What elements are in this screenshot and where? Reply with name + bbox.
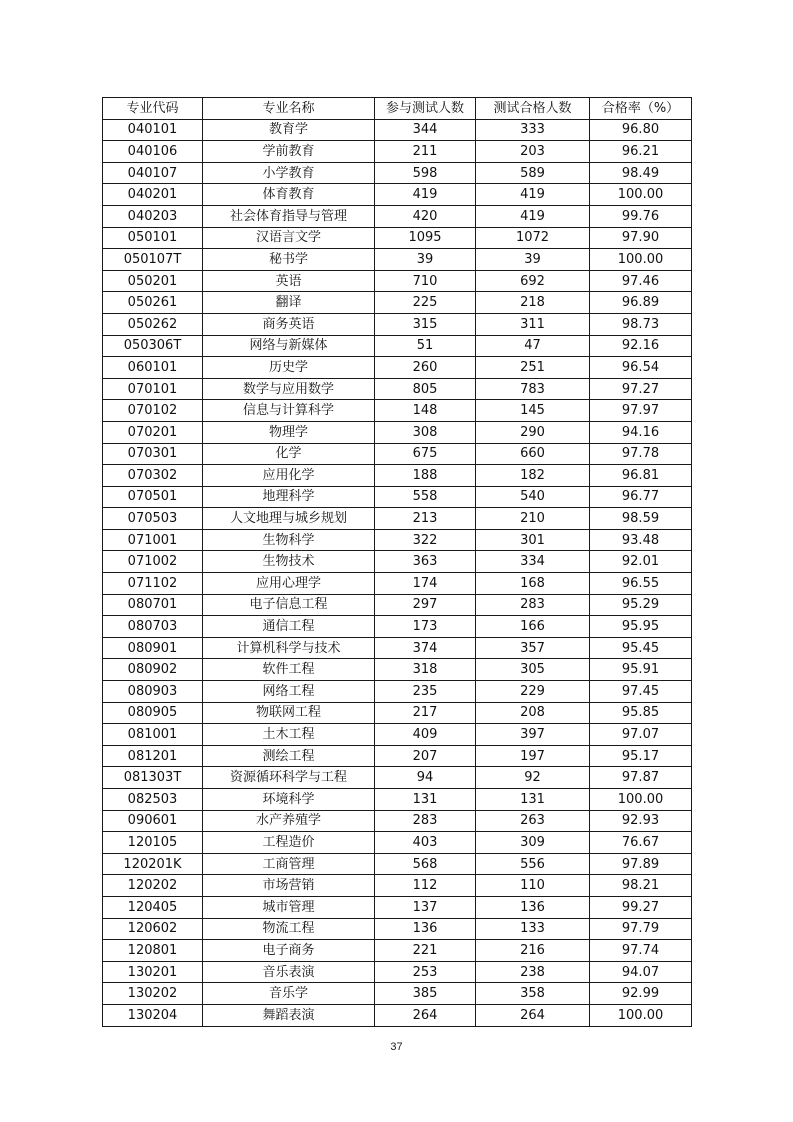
- table-body: [103, 119, 692, 1026]
- table-row: [103, 1004, 692, 1026]
- table-row: [103, 378, 692, 400]
- cell-passed-count: 92: [476, 767, 590, 789]
- cell-major-code: 120201K: [103, 853, 203, 875]
- table-row: [103, 119, 692, 141]
- cell-pass-rate: 92.01: [590, 551, 692, 573]
- header-pass-rate: 合格率（%）: [590, 98, 692, 120]
- table-row: [103, 875, 692, 897]
- cell-major-name: 物联网工程: [203, 702, 375, 724]
- cell-major-code: 050261: [103, 292, 203, 314]
- cell-pass-rate: 96.81: [590, 465, 692, 487]
- cell-pass-rate: 98.73: [590, 313, 692, 335]
- cell-major-code: 050262: [103, 313, 203, 335]
- cell-pass-rate: 95.95: [590, 616, 692, 638]
- cell-pass-rate: 92.16: [590, 335, 692, 357]
- cell-pass-rate: 97.46: [590, 270, 692, 292]
- cell-major-name: 学前教育: [203, 141, 375, 163]
- cell-tested-count: 322: [375, 529, 476, 551]
- cell-tested-count: 213: [375, 508, 476, 530]
- cell-major-name: 数学与应用数学: [203, 378, 375, 400]
- cell-major-code: 070501: [103, 486, 203, 508]
- cell-tested-count: 131: [375, 789, 476, 811]
- cell-pass-rate: 97.89: [590, 853, 692, 875]
- cell-major-name: 地理科学: [203, 486, 375, 508]
- table-row: [103, 508, 692, 530]
- table-row: [103, 940, 692, 962]
- cell-tested-count: 39: [375, 249, 476, 271]
- cell-pass-rate: 76.67: [590, 832, 692, 854]
- cell-major-code: 120602: [103, 918, 203, 940]
- cell-tested-count: 385: [375, 983, 476, 1005]
- table-row: [103, 162, 692, 184]
- table-row: [103, 745, 692, 767]
- cell-tested-count: 173: [375, 616, 476, 638]
- cell-passed-count: 47: [476, 335, 590, 357]
- cell-passed-count: 182: [476, 465, 590, 487]
- cell-pass-rate: 97.79: [590, 918, 692, 940]
- cell-passed-count: 358: [476, 983, 590, 1005]
- cell-major-code: 040107: [103, 162, 203, 184]
- cell-major-name: 社会体育指导与管理: [203, 205, 375, 227]
- cell-passed-count: 133: [476, 918, 590, 940]
- cell-tested-count: 568: [375, 853, 476, 875]
- cell-passed-count: 203: [476, 141, 590, 163]
- cell-tested-count: 363: [375, 551, 476, 573]
- cell-major-name: 物流工程: [203, 918, 375, 940]
- cell-pass-rate: 98.21: [590, 875, 692, 897]
- cell-pass-rate: 97.87: [590, 767, 692, 789]
- cell-pass-rate: 95.45: [590, 637, 692, 659]
- cell-pass-rate: 97.90: [590, 227, 692, 249]
- header-major-name: 专业名称: [203, 98, 375, 120]
- cell-tested-count: 174: [375, 573, 476, 595]
- cell-major-code: 120405: [103, 896, 203, 918]
- cell-pass-rate: 96.21: [590, 141, 692, 163]
- cell-major-code: 120202: [103, 875, 203, 897]
- cell-passed-count: 251: [476, 357, 590, 379]
- cell-tested-count: 211: [375, 141, 476, 163]
- cell-passed-count: 589: [476, 162, 590, 184]
- cell-passed-count: 210: [476, 508, 590, 530]
- cell-major-name: 秘书学: [203, 249, 375, 271]
- cell-major-name: 电子商务: [203, 940, 375, 962]
- cell-major-name: 化学: [203, 443, 375, 465]
- cell-major-code: 040203: [103, 205, 203, 227]
- cell-passed-count: 264: [476, 1004, 590, 1026]
- cell-tested-count: 235: [375, 681, 476, 703]
- cell-major-code: 071002: [103, 551, 203, 573]
- cell-major-code: 082503: [103, 789, 203, 811]
- table-row: [103, 853, 692, 875]
- cell-passed-count: 1072: [476, 227, 590, 249]
- cell-passed-count: 660: [476, 443, 590, 465]
- table-row: [103, 313, 692, 335]
- cell-major-name: 小学教育: [203, 162, 375, 184]
- cell-pass-rate: 100.00: [590, 789, 692, 811]
- table-row: [103, 767, 692, 789]
- cell-passed-count: 783: [476, 378, 590, 400]
- page-number: 37: [390, 1041, 403, 1053]
- cell-major-name: 信息与计算科学: [203, 400, 375, 422]
- table-row: [103, 702, 692, 724]
- cell-major-code: 080902: [103, 659, 203, 681]
- cell-tested-count: 112: [375, 875, 476, 897]
- table-row: [103, 443, 692, 465]
- cell-tested-count: 264: [375, 1004, 476, 1026]
- table-row: [103, 961, 692, 983]
- cell-major-name: 翻译: [203, 292, 375, 314]
- cell-tested-count: 137: [375, 896, 476, 918]
- cell-passed-count: 334: [476, 551, 590, 573]
- cell-pass-rate: 93.48: [590, 529, 692, 551]
- table-row: [103, 529, 692, 551]
- table-row: [103, 421, 692, 443]
- cell-major-code: 080905: [103, 702, 203, 724]
- cell-major-code: 040201: [103, 184, 203, 206]
- cell-major-name: 人文地理与城乡规划: [203, 508, 375, 530]
- cell-major-code: 081303T: [103, 767, 203, 789]
- cell-major-code: 120801: [103, 940, 203, 962]
- cell-major-name: 资源循环科学与工程: [203, 767, 375, 789]
- table-row: [103, 724, 692, 746]
- cell-passed-count: 263: [476, 810, 590, 832]
- cell-tested-count: 420: [375, 205, 476, 227]
- cell-major-code: 130204: [103, 1004, 203, 1026]
- cell-tested-count: 344: [375, 119, 476, 141]
- cell-passed-count: 110: [476, 875, 590, 897]
- cell-major-name: 英语: [203, 270, 375, 292]
- cell-pass-rate: 96.89: [590, 292, 692, 314]
- table-row: [103, 983, 692, 1005]
- cell-major-name: 软件工程: [203, 659, 375, 681]
- cell-tested-count: 710: [375, 270, 476, 292]
- cell-pass-rate: 95.29: [590, 594, 692, 616]
- cell-passed-count: 166: [476, 616, 590, 638]
- cell-tested-count: 225: [375, 292, 476, 314]
- table-row: [103, 810, 692, 832]
- cell-pass-rate: 97.78: [590, 443, 692, 465]
- cell-pass-rate: 97.27: [590, 378, 692, 400]
- cell-major-code: 040106: [103, 141, 203, 163]
- cell-pass-rate: 100.00: [590, 249, 692, 271]
- cell-major-code: 130201: [103, 961, 203, 983]
- table-row: [103, 637, 692, 659]
- cell-tested-count: 51: [375, 335, 476, 357]
- cell-passed-count: 333: [476, 119, 590, 141]
- cell-tested-count: 207: [375, 745, 476, 767]
- cell-major-code: 071001: [103, 529, 203, 551]
- table-row: [103, 465, 692, 487]
- table-row: [103, 486, 692, 508]
- table-row: [103, 789, 692, 811]
- cell-pass-rate: 98.49: [590, 162, 692, 184]
- cell-passed-count: 283: [476, 594, 590, 616]
- cell-major-name: 工商管理: [203, 853, 375, 875]
- cell-major-name: 通信工程: [203, 616, 375, 638]
- cell-tested-count: 136: [375, 918, 476, 940]
- cell-major-name: 汉语言文学: [203, 227, 375, 249]
- table-row: [103, 573, 692, 595]
- cell-passed-count: 309: [476, 832, 590, 854]
- cell-passed-count: 311: [476, 313, 590, 335]
- cell-passed-count: 540: [476, 486, 590, 508]
- cell-major-name: 音乐学: [203, 983, 375, 1005]
- cell-major-code: 070102: [103, 400, 203, 422]
- cell-passed-count: 556: [476, 853, 590, 875]
- cell-pass-rate: 97.97: [590, 400, 692, 422]
- cell-tested-count: 188: [375, 465, 476, 487]
- cell-passed-count: 145: [476, 400, 590, 422]
- cell-major-code: 080903: [103, 681, 203, 703]
- table-row: [103, 357, 692, 379]
- cell-major-code: 070302: [103, 465, 203, 487]
- cell-passed-count: 305: [476, 659, 590, 681]
- cell-pass-rate: 94.07: [590, 961, 692, 983]
- cell-major-name: 应用化学: [203, 465, 375, 487]
- table-row: [103, 832, 692, 854]
- cell-pass-rate: 96.77: [590, 486, 692, 508]
- cell-tested-count: 419: [375, 184, 476, 206]
- cell-major-code: 070301: [103, 443, 203, 465]
- table-row: [103, 551, 692, 573]
- cell-major-name: 生物科学: [203, 529, 375, 551]
- cell-major-name: 生物技术: [203, 551, 375, 573]
- cell-pass-rate: 99.76: [590, 205, 692, 227]
- cell-major-name: 体育教育: [203, 184, 375, 206]
- table-row: [103, 184, 692, 206]
- cell-passed-count: 216: [476, 940, 590, 962]
- cell-major-name: 教育学: [203, 119, 375, 141]
- cell-tested-count: 283: [375, 810, 476, 832]
- cell-major-code: 080703: [103, 616, 203, 638]
- cell-major-code: 080901: [103, 637, 203, 659]
- cell-pass-rate: 92.93: [590, 810, 692, 832]
- cell-major-code: 120105: [103, 832, 203, 854]
- cell-major-code: 050101: [103, 227, 203, 249]
- cell-tested-count: 217: [375, 702, 476, 724]
- cell-major-name: 城市管理: [203, 896, 375, 918]
- table-row: [103, 896, 692, 918]
- table-row: [103, 249, 692, 271]
- table-row: [103, 205, 692, 227]
- cell-pass-rate: 99.27: [590, 896, 692, 918]
- cell-major-code: 050201: [103, 270, 203, 292]
- cell-passed-count: 197: [476, 745, 590, 767]
- cell-passed-count: 208: [476, 702, 590, 724]
- cell-major-code: 050107T: [103, 249, 203, 271]
- cell-major-name: 测绘工程: [203, 745, 375, 767]
- table-row: [103, 335, 692, 357]
- cell-tested-count: 297: [375, 594, 476, 616]
- cell-major-name: 水产养殖学: [203, 810, 375, 832]
- cell-pass-rate: 92.99: [590, 983, 692, 1005]
- cell-passed-count: 39: [476, 249, 590, 271]
- cell-major-code: 080701: [103, 594, 203, 616]
- cell-tested-count: 675: [375, 443, 476, 465]
- cell-tested-count: 558: [375, 486, 476, 508]
- cell-major-name: 环境科学: [203, 789, 375, 811]
- cell-major-name: 网络与新媒体: [203, 335, 375, 357]
- table-row: [103, 141, 692, 163]
- cell-major-code: 040101: [103, 119, 203, 141]
- table-row: [103, 659, 692, 681]
- table-row: [103, 594, 692, 616]
- table-row: [103, 227, 692, 249]
- cell-major-name: 工程造价: [203, 832, 375, 854]
- cell-tested-count: 1095: [375, 227, 476, 249]
- cell-passed-count: 419: [476, 205, 590, 227]
- header-major-code: 专业代码: [103, 98, 203, 120]
- cell-major-code: 081001: [103, 724, 203, 746]
- cell-passed-count: 357: [476, 637, 590, 659]
- table-row: [103, 292, 692, 314]
- table-header-row: [103, 98, 692, 120]
- cell-pass-rate: 96.54: [590, 357, 692, 379]
- cell-tested-count: 94: [375, 767, 476, 789]
- cell-major-name: 网络工程: [203, 681, 375, 703]
- cell-pass-rate: 98.59: [590, 508, 692, 530]
- cell-passed-count: 168: [476, 573, 590, 595]
- cell-major-name: 商务英语: [203, 313, 375, 335]
- header-passed-count: 测试合格人数: [476, 98, 590, 120]
- cell-pass-rate: 96.80: [590, 119, 692, 141]
- cell-tested-count: 315: [375, 313, 476, 335]
- cell-passed-count: 238: [476, 961, 590, 983]
- cell-pass-rate: 95.91: [590, 659, 692, 681]
- cell-major-code: 070201: [103, 421, 203, 443]
- cell-passed-count: 301: [476, 529, 590, 551]
- table-row: [103, 616, 692, 638]
- cell-passed-count: 229: [476, 681, 590, 703]
- header-tested-count: 参与测试人数: [375, 98, 476, 120]
- cell-major-name: 土木工程: [203, 724, 375, 746]
- cell-pass-rate: 96.55: [590, 573, 692, 595]
- cell-major-name: 电子信息工程: [203, 594, 375, 616]
- cell-passed-count: 419: [476, 184, 590, 206]
- cell-major-name: 应用心理学: [203, 573, 375, 595]
- cell-passed-count: 397: [476, 724, 590, 746]
- cell-major-code: 130202: [103, 983, 203, 1005]
- cell-passed-count: 131: [476, 789, 590, 811]
- cell-major-name: 历史学: [203, 357, 375, 379]
- cell-major-name: 舞蹈表演: [203, 1004, 375, 1026]
- cell-pass-rate: 97.07: [590, 724, 692, 746]
- cell-passed-count: 218: [476, 292, 590, 314]
- table-row: [103, 918, 692, 940]
- table-row: [103, 681, 692, 703]
- cell-major-name: 物理学: [203, 421, 375, 443]
- cell-tested-count: 253: [375, 961, 476, 983]
- cell-passed-count: 136: [476, 896, 590, 918]
- cell-tested-count: 598: [375, 162, 476, 184]
- cell-tested-count: 374: [375, 637, 476, 659]
- cell-tested-count: 409: [375, 724, 476, 746]
- cell-tested-count: 318: [375, 659, 476, 681]
- cell-major-name: 计算机科学与技术: [203, 637, 375, 659]
- cell-pass-rate: 97.74: [590, 940, 692, 962]
- cell-pass-rate: 95.17: [590, 745, 692, 767]
- cell-tested-count: 148: [375, 400, 476, 422]
- cell-major-code: 081201: [103, 745, 203, 767]
- cell-tested-count: 403: [375, 832, 476, 854]
- table-row: [103, 270, 692, 292]
- cell-major-code: 050306T: [103, 335, 203, 357]
- cell-major-code: 071102: [103, 573, 203, 595]
- pass-rate-table: [102, 97, 692, 1027]
- cell-tested-count: 260: [375, 357, 476, 379]
- cell-major-code: 070101: [103, 378, 203, 400]
- cell-pass-rate: 95.85: [590, 702, 692, 724]
- cell-major-code: 070503: [103, 508, 203, 530]
- cell-tested-count: 221: [375, 940, 476, 962]
- cell-tested-count: 308: [375, 421, 476, 443]
- cell-pass-rate: 97.45: [590, 681, 692, 703]
- cell-pass-rate: 100.00: [590, 1004, 692, 1026]
- cell-tested-count: 805: [375, 378, 476, 400]
- cell-passed-count: 692: [476, 270, 590, 292]
- table-row: [103, 400, 692, 422]
- cell-pass-rate: 100.00: [590, 184, 692, 206]
- cell-major-code: 090601: [103, 810, 203, 832]
- cell-major-name: 市场营销: [203, 875, 375, 897]
- cell-major-code: 060101: [103, 357, 203, 379]
- cell-major-name: 音乐表演: [203, 961, 375, 983]
- cell-pass-rate: 94.16: [590, 421, 692, 443]
- cell-passed-count: 290: [476, 421, 590, 443]
